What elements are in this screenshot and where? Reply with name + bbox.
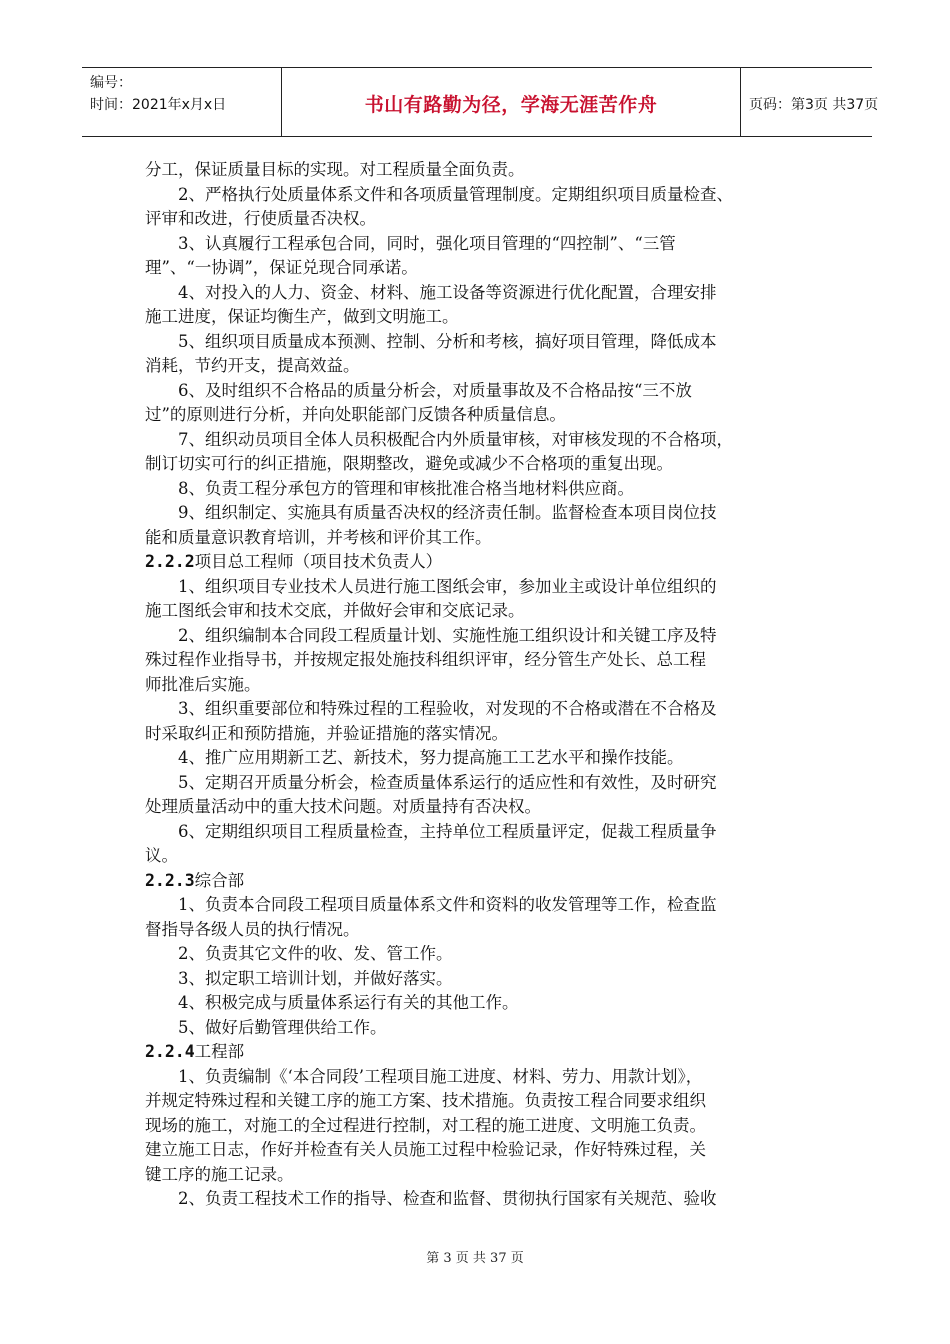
text-line: 督指导各级人员的执行情况。 bbox=[145, 919, 360, 939]
section-number: 2.2.4 bbox=[145, 1042, 195, 1061]
text-line: 4、对投入的人力、资金、材料、施工设备等资源进行优化配置，合理安排 bbox=[178, 282, 717, 302]
text-line: 5、定期召开质量分析会，检查质量体系运行的适应性和有效性，及时研究 bbox=[178, 772, 717, 792]
section-heading bbox=[145, 1040, 813, 1065]
text-line: 师批准后实施。 bbox=[145, 674, 261, 694]
text-line: 5、做好后勤管理供给工作。 bbox=[178, 1017, 387, 1037]
text-line: 6、定期组织项目工程质量检查，主持单位工程质量评定，促裁工程质量争 bbox=[178, 821, 717, 841]
text-line: 殊过程作业指导书，并按规定报处施技科组织评审，经分管生产处长、总工程 bbox=[145, 650, 706, 669]
text-line: 4、积极完成与质量体系运行有关的其他工作。 bbox=[178, 993, 519, 1012]
text-line: 3、拟定职工培训计划，并做好落实。 bbox=[178, 968, 453, 988]
text-line: 5、组织项目质量成本预测、控制、分析和考核，搞好项目管理，降低成本 bbox=[178, 331, 717, 351]
header-meta-cell bbox=[82, 68, 282, 136]
text-line: 7、组织动员项目全体人员积极配合内外质量审核，对审核发现的不合格项， bbox=[178, 429, 733, 449]
text-line: 1、负责本合同段工程项目质量体系文件和资料的收发管理等工作，检查监 bbox=[178, 895, 717, 914]
text-line: 能和质量意识教育培训，并考核和评价其工作。 bbox=[145, 527, 492, 547]
document-number-label: 编号： bbox=[90, 75, 132, 91]
text-line: 时采取纠正和预防措施，并验证措施的落实情况。 bbox=[145, 723, 508, 743]
text-line: 现场的施工，对施工的全过程进行控制，对工程的施工进度、文明施工负责。 bbox=[145, 1115, 706, 1135]
document-body bbox=[145, 158, 813, 1212]
text-line: 4、推广应用期新工艺、新技术，努力提高施工工艺水平和操作技能。 bbox=[178, 748, 684, 767]
text-line: 评审和改进，行使质量否决权。 bbox=[145, 209, 376, 228]
text-line: 1、组织项目专业技术人员进行施工图纸会审，参加业主或设计单位组织的 bbox=[178, 576, 717, 596]
text-line: 过”的原则进行分析，并向处职能部门反馈各种质量信息。 bbox=[145, 405, 566, 424]
header-motto: 书山有路勤为径，学海无涯苦作舟 bbox=[364, 94, 658, 116]
text-line: 8、负责工程分承包方的管理和审核批准合格当地材料供应商。 bbox=[178, 478, 634, 498]
document-date-label: 时间：2021年x月x日 bbox=[90, 97, 227, 113]
text-line: 2、负责工程技术工作的指导、检查和监督、贯彻执行国家有关规范、验收 bbox=[178, 1189, 717, 1208]
text-line: 制订切实可行的纠正措施，限期整改，避免或减少不合格项的重复出现。 bbox=[145, 454, 673, 473]
text-line: 施工进度，保证均衡生产，做到文明施工。 bbox=[145, 307, 459, 326]
text-line: 键工序的施工记录。 bbox=[145, 1164, 294, 1184]
page-header bbox=[82, 67, 879, 137]
text-line: 并规定特殊过程和关键工序的施工方案、技术措施。负责按工程合同要求组织 bbox=[145, 1091, 706, 1110]
text-line: 6、及时组织不合格品的质量分析会，对质量事故及不合格品按“三不放 bbox=[178, 380, 692, 400]
section-title: 项目总工程师（项目技术负责人） bbox=[194, 552, 443, 571]
section-title: 综合部 bbox=[194, 870, 245, 890]
text-line: 理”、“一协调”，保证兑现合同承诺。 bbox=[145, 258, 418, 277]
text-line: 处理质量活动中的重大技术问题。对质量持有否决权。 bbox=[145, 797, 541, 816]
text-line: 消耗，节约开支，提高效益。 bbox=[145, 356, 360, 375]
header-page-number: 页码：第3页 共37页 bbox=[749, 97, 879, 113]
header-motto-cell bbox=[282, 68, 741, 136]
text-line: 1、负责编制《‘本合同段’工程项目施工进度、材料、劳力、用款计划》， bbox=[178, 1066, 703, 1086]
page-footer: 第 3 页 共 37 页 bbox=[426, 1251, 524, 1266]
section-number: 2.2.2 bbox=[145, 552, 195, 571]
text-line: 分工，保证质量目标的实现。对工程质量全面负责。 bbox=[145, 160, 525, 179]
section-heading bbox=[145, 550, 813, 575]
section-number: 2.2.3 bbox=[145, 870, 195, 890]
text-line: 9、组织制定、实施具有质量否决权的经济责任制。监督检查本项目岗位技 bbox=[178, 503, 717, 522]
text-line: 2、严格执行处质量体系文件和各项质量管理制度。定期组织项目质量检查、 bbox=[178, 184, 733, 204]
text-line: 3、认真履行工程承包合同，同时，强化项目管理的“四控制”、“三管 bbox=[178, 233, 676, 253]
section-heading bbox=[145, 869, 813, 894]
text-line: 2、组织编制本合同段工程质量计划、实施性施工组织设计和关键工序及特 bbox=[178, 625, 717, 645]
text-line: 建立施工日志，作好并检查有关人员施工过程中检验记录，作好特殊过程，关 bbox=[145, 1140, 706, 1159]
text-line: 2、负责其它文件的收、发、管工作。 bbox=[178, 944, 453, 963]
text-line: 施工图纸会审和技术交底，并做好会审和交底记录。 bbox=[145, 601, 525, 620]
text-line: 议。 bbox=[145, 846, 178, 865]
header-page-cell bbox=[741, 68, 879, 136]
text-line: 3、组织重要部位和特殊过程的工程验收，对发现的不合格或潜在不合格及 bbox=[178, 699, 717, 718]
section-title: 工程部 bbox=[194, 1042, 245, 1061]
